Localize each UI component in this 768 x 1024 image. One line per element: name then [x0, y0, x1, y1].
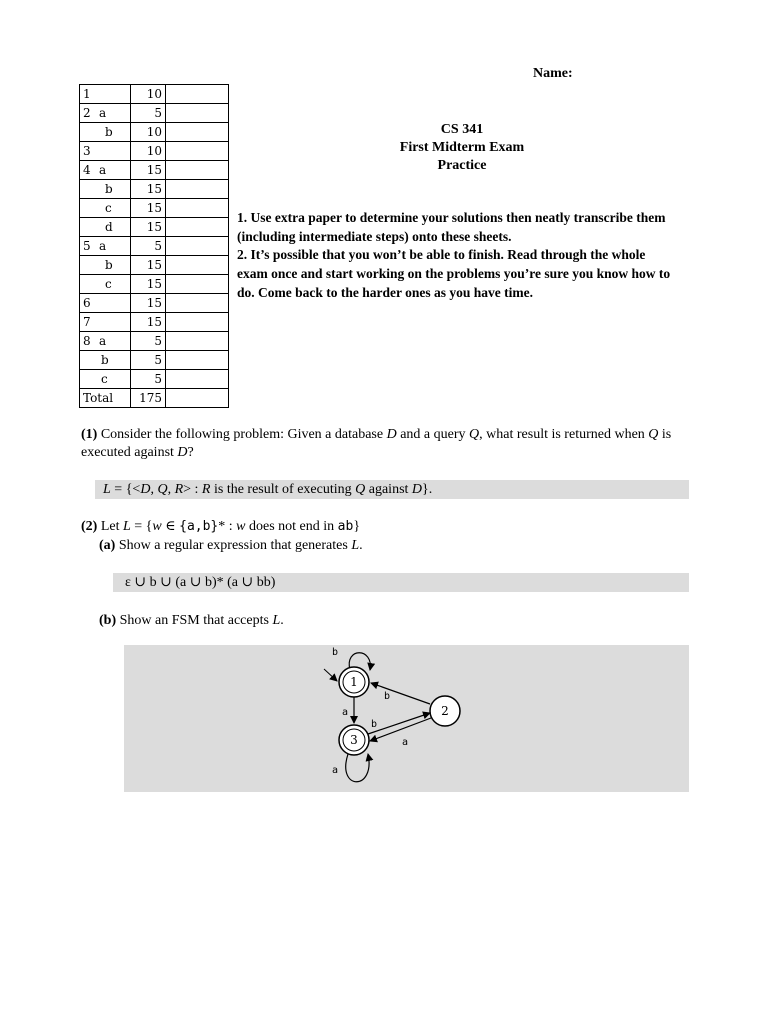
problem-part: a: [99, 334, 107, 348]
points-cell: 5: [131, 332, 166, 351]
problem-part: c: [105, 277, 112, 291]
problem-cell: [80, 332, 131, 351]
problem-number: 1: [83, 87, 91, 101]
points-cell: 5: [131, 104, 166, 123]
edge-2-to-3: [370, 718, 431, 741]
problem-number: 4: [83, 163, 91, 177]
problem-cell: [80, 180, 131, 199]
score-row: [80, 313, 229, 332]
edge-2-to-1-label: b: [384, 691, 391, 702]
q1-text: Consider the following problem: Given a database: [97, 427, 387, 442]
problem-part: b: [105, 182, 113, 196]
problem-cell: [80, 237, 131, 256]
problem-number: 7: [83, 315, 91, 329]
points-cell: 15: [131, 180, 166, 199]
instructions: [237, 209, 677, 303]
problem-cell: [80, 275, 131, 294]
score-entry-cell: [166, 199, 229, 218]
problem-cell: [80, 370, 131, 389]
fsm-diagram-box: [124, 645, 689, 792]
edge-2-to-1: [371, 683, 430, 704]
score-entry-cell: [166, 85, 229, 104]
problem-cell: [80, 104, 131, 123]
score-entry-cell: [166, 218, 229, 237]
loop-3-edge: [346, 754, 369, 782]
regex-answer: ε ∪ b ∪ (a ∪ b)* (a ∪ bb): [125, 575, 276, 590]
edge-3-to-2-label: b: [371, 719, 378, 730]
score-row: [80, 142, 229, 161]
problem-cell: [80, 389, 131, 408]
points-cell: 15: [131, 199, 166, 218]
q1-var: D: [177, 445, 188, 460]
problem-cell: [80, 351, 131, 370]
problem-cell: [80, 313, 131, 332]
score-entry-cell: [166, 313, 229, 332]
points-cell: 15: [131, 313, 166, 332]
problem-number: 3: [83, 144, 91, 158]
score-row: [80, 161, 229, 180]
points-cell: 10: [131, 123, 166, 142]
problem-cell: [80, 256, 131, 275]
svg-text:2: 2: [441, 704, 449, 718]
score-row: [80, 275, 229, 294]
problem-number: 5: [83, 239, 91, 253]
score-entry-cell: [166, 351, 229, 370]
points-cell: 5: [131, 237, 166, 256]
score-row: [80, 370, 229, 389]
edge-2-to-3-label: a: [402, 737, 409, 748]
edge-1-to-3-label: a: [342, 707, 349, 718]
problem-number: 6: [83, 296, 91, 310]
question-2a: (a) Show a regular expression that generates L.: [99, 538, 363, 553]
problem-cell: [80, 199, 131, 218]
points-cell: 175: [131, 389, 166, 408]
q1-text: , what result is returned when: [479, 427, 649, 442]
svg-text:1: 1: [350, 675, 358, 689]
problem-part: a: [99, 163, 107, 177]
exam-title: First Midterm Exam: [399, 140, 525, 155]
problem-cell: [80, 294, 131, 313]
score-entry-cell: [166, 142, 229, 161]
problem-cell: [80, 218, 131, 237]
q1-var: D: [386, 427, 397, 442]
loop-1-label: b: [332, 647, 339, 658]
instruction-1: 1. Use extra paper to determine your solutions then neatly transcribe them (including intermediate steps) onto these sheets.: [237, 210, 666, 244]
score-row: [80, 123, 229, 142]
answer-1-box: [95, 480, 689, 499]
problem-number: Total: [83, 391, 114, 405]
points-cell: 5: [131, 351, 166, 370]
score-entry-cell: [166, 104, 229, 123]
points-cell: 15: [131, 275, 166, 294]
state-3: [339, 725, 369, 755]
fsm-diagram: [124, 645, 689, 792]
problem-part: b: [105, 258, 113, 272]
q1-text: and a query: [396, 427, 470, 442]
exam-subtitle: Practice: [437, 158, 487, 173]
problem-part: d: [105, 220, 113, 234]
edge-3-to-2: [368, 713, 430, 734]
q2-label: (2): [81, 519, 98, 534]
score-row: [80, 351, 229, 370]
points-cell: 15: [131, 256, 166, 275]
start-arrow: [324, 669, 337, 681]
instruction-2: 2. It’s possible that you won’t be able to finish. Read through the whole exam once and start working on the problems you’re sure you know how to do. Come back to the harder ones as you have time.: [237, 247, 671, 300]
points-cell: 15: [131, 218, 166, 237]
score-row: [80, 332, 229, 351]
score-entry-cell: [166, 180, 229, 199]
score-row: [80, 104, 229, 123]
answer-1: L = {<D, Q, R> : R is the result of executing Q against D}.: [103, 482, 433, 497]
question-1: [81, 426, 681, 462]
score-row: [80, 237, 229, 256]
question-2: (2) Let L = {w ∈ {a,b}* : w does not end in ab}: [81, 519, 361, 534]
course-title: CS 341: [440, 122, 484, 137]
q1-text: is executed against: [81, 427, 672, 460]
points-cell: 15: [131, 161, 166, 180]
points-cell: 10: [131, 85, 166, 104]
score-row: [80, 180, 229, 199]
score-entry-cell: [166, 237, 229, 256]
score-entry-cell: [166, 389, 229, 408]
state-1: [339, 667, 369, 697]
problem-part: c: [105, 201, 112, 215]
problem-part: c: [101, 372, 108, 386]
problem-part: b: [101, 353, 109, 367]
q1-var: Q: [469, 427, 480, 442]
name-label: Name:: [533, 66, 573, 81]
problem-number: 8: [83, 334, 91, 348]
points-cell: 15: [131, 294, 166, 313]
problem-cell: [80, 85, 131, 104]
score-entry-cell: [166, 161, 229, 180]
score-row: [80, 389, 229, 408]
problem-cell: [80, 123, 131, 142]
score-table: [79, 84, 229, 408]
problem-cell: [80, 142, 131, 161]
score-row: [80, 199, 229, 218]
problem-part: a: [99, 106, 107, 120]
problem-cell: [80, 161, 131, 180]
score-entry-cell: [166, 332, 229, 351]
state-2: [430, 696, 460, 726]
svg-text:3: 3: [350, 733, 358, 747]
points-cell: 10: [131, 142, 166, 161]
q1-label: (1): [81, 427, 98, 442]
score-entry-cell: [166, 256, 229, 275]
score-entry-cell: [166, 123, 229, 142]
score-row: [80, 294, 229, 313]
points-cell: 5: [131, 370, 166, 389]
exam-header: [370, 121, 554, 175]
problem-part: b: [105, 125, 113, 139]
q1-var: Q: [648, 427, 659, 442]
problem-number: 2: [83, 106, 91, 120]
answer-2a-box: [113, 573, 689, 592]
score-row: [80, 85, 229, 104]
problem-part: a: [99, 239, 107, 253]
score-entry-cell: [166, 370, 229, 389]
score-row: [80, 218, 229, 237]
score-row: [80, 256, 229, 275]
score-entry-cell: [166, 275, 229, 294]
score-entry-cell: [166, 294, 229, 313]
loop-3-label: a: [332, 765, 339, 776]
q1-text: ?: [187, 445, 194, 460]
question-2b: (b) Show an FSM that accepts L.: [99, 613, 284, 628]
